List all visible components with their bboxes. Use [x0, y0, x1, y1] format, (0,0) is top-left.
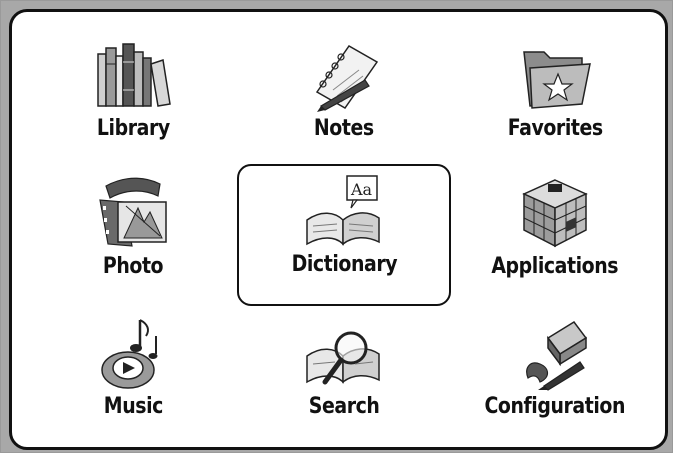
menu-item-configuration[interactable]	[448, 308, 662, 444]
notepad-pencil-icon	[299, 34, 389, 114]
books-icon	[88, 34, 178, 114]
main-menu-panel	[9, 9, 668, 450]
menu-item-label: Notes	[314, 116, 374, 141]
menu-item-label: Library	[96, 116, 170, 141]
menu-item-label: Applications	[491, 254, 619, 279]
menu-item-label: Favorites	[507, 116, 603, 141]
menu-item-search[interactable]	[237, 308, 451, 444]
menu-item-library[interactable]	[26, 30, 240, 166]
device-screen	[1, 1, 672, 452]
menu-item-notes[interactable]	[237, 30, 451, 166]
menu-item-label: Music	[103, 394, 163, 419]
menu-item-dictionary[interactable]	[237, 164, 451, 306]
folder-star-icon	[510, 34, 600, 114]
menu-item-label: Dictionary	[291, 252, 397, 277]
tools-icon	[510, 312, 600, 392]
music-note-disc-icon	[88, 312, 178, 392]
svg-text:Aa: Aa	[351, 180, 373, 199]
film-photo-icon	[88, 172, 178, 252]
menu-item-label: Search	[308, 394, 380, 419]
menu-item-label: Photo	[102, 254, 164, 279]
menu-item-music[interactable]	[26, 308, 240, 444]
open-book-aa-icon	[299, 170, 389, 250]
menu-item-favorites[interactable]	[448, 30, 662, 166]
cube-blocks-icon	[510, 172, 600, 252]
book-magnifier-icon	[299, 312, 389, 392]
menu-item-label: Configuration	[484, 394, 626, 419]
menu-item-photo[interactable]	[26, 168, 240, 304]
menu-item-applications[interactable]	[448, 168, 662, 304]
